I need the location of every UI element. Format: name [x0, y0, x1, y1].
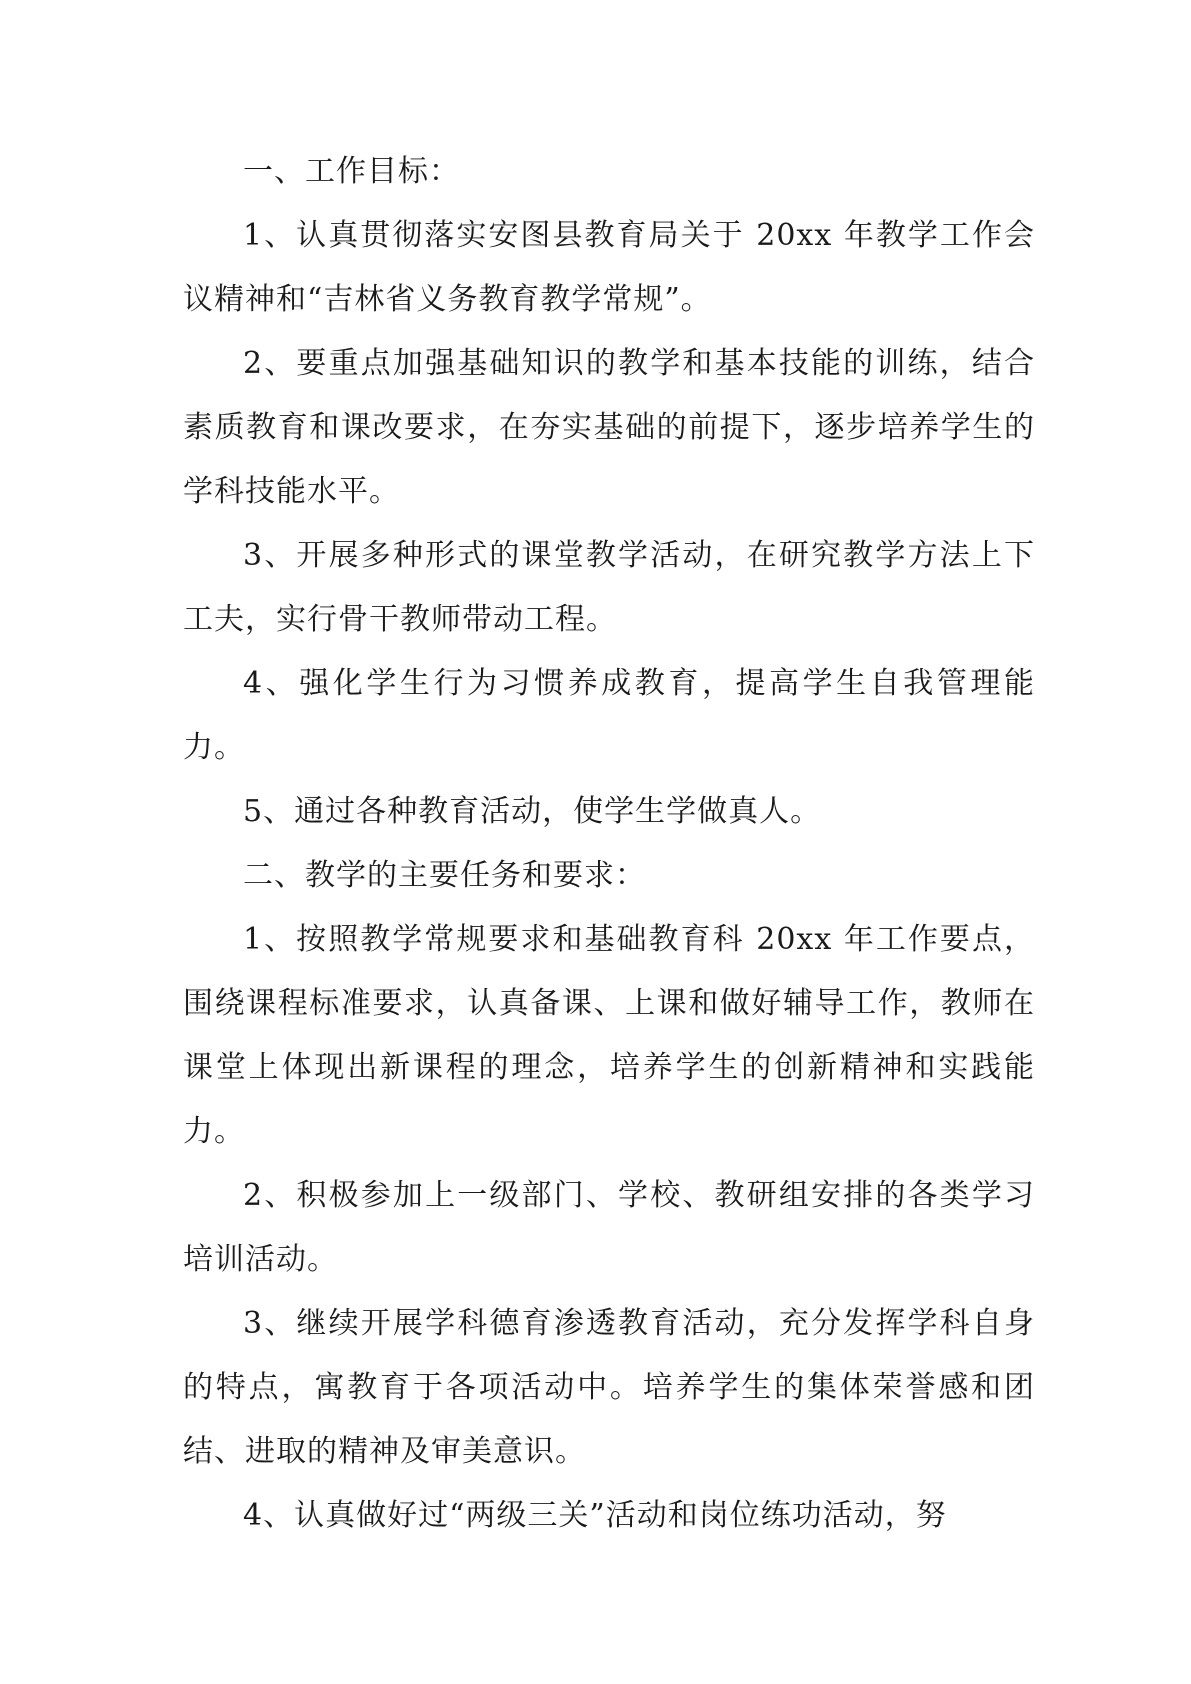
paragraph-goal-3: 3、开展多种形式的课堂教学活动，在研究教学方法上下工夫，实行骨干教师带动工程。: [183, 538, 1035, 637]
paragraph-goal-2: 2、要重点加强基础知识的教学和基本技能的训练，结合素质教育和课改要求，在夯实基础的前提下，逐步培养学生的学科技能水平。: [183, 346, 1035, 509]
paragraph-task-3: 3、继续开展学科德育渗透教育活动，充分发挥学科自身的特点，寓教育于各项活动中。培养学生的集体荣誉感和团结、进取的精神及审美意识。: [183, 1306, 1035, 1469]
paragraph-task-1: 1、按照教学常规要求和基础教育科 20xx 年工作要点，围绕课程标准要求，认真备课、上课和做好辅导工作，教师在课堂上体现出新课程的理念，培养学生的创新精神和实践能力。: [183, 922, 1035, 1149]
paragraph-goal-1: 1、认真贯彻落实安图县教育局关于 20xx 年教学工作会议精神和“吉林省义务教育教学常规”。: [183, 218, 1035, 317]
paragraph-goal-4: 4、强化学生行为习惯养成教育，提高学生自我管理能力。: [183, 666, 1035, 765]
section-heading-main-tasks: 二、教学的主要任务和要求：: [243, 858, 646, 893]
paragraph-task-4: 4、认真做好过“两级三关”活动和岗位练功活动，努: [243, 1498, 947, 1533]
section-heading-work-goals: 一、工作目标：: [243, 154, 460, 189]
document-body: [183, 140, 1035, 1548]
paragraph-goal-5: 5、通过各种教育活动，使学生学做真人。: [243, 794, 822, 829]
paragraph-task-2: 2、积极参加上一级部门、学校、教研组安排的各类学习培训活动。: [183, 1178, 1035, 1277]
